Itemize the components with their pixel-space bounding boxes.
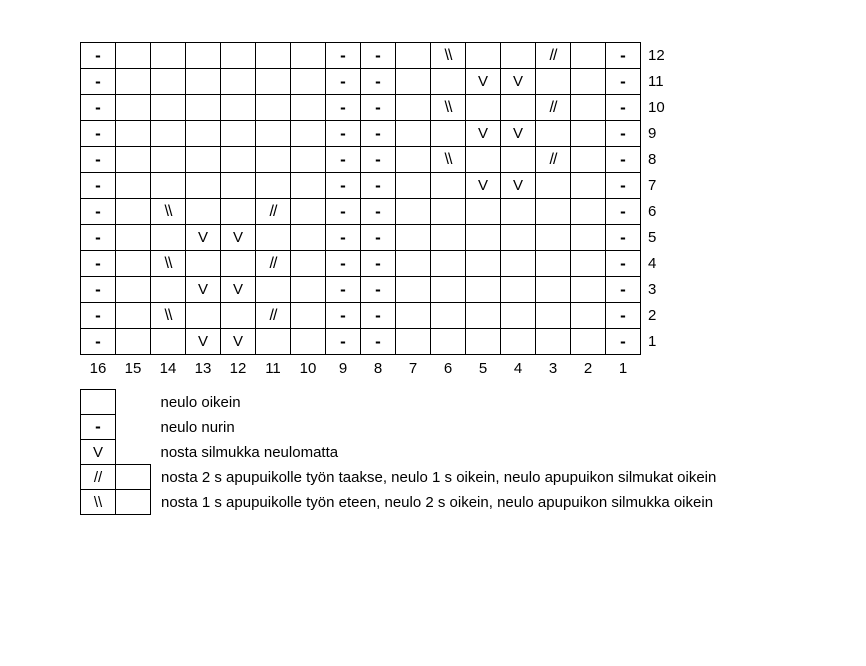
column-number: 14: [159, 359, 177, 377]
chart-cell: [291, 329, 326, 355]
chart-cell: [221, 251, 256, 277]
chart-cell: [466, 225, 501, 251]
column-number: 5: [478, 359, 488, 377]
chart-cell: [431, 251, 466, 277]
chart-cell: -: [361, 251, 396, 277]
chart-cell: [466, 277, 501, 303]
chart-cell: [291, 225, 326, 251]
chart-cell: -: [361, 277, 396, 303]
chart-cell: [431, 329, 466, 355]
chart-cell: \\: [151, 199, 186, 225]
chart-cell: //: [536, 147, 571, 173]
chart-cell: [151, 121, 186, 147]
chart-cell: [291, 303, 326, 329]
table-row: [81, 225, 675, 251]
table-row: [81, 95, 675, 121]
chart-cell: -: [326, 251, 361, 277]
chart-cell: -: [606, 69, 641, 95]
chart-cell: [186, 173, 221, 199]
chart-cell: [536, 329, 571, 355]
chart-cell: V: [501, 173, 536, 199]
table-row: [81, 173, 675, 199]
chart-cell: [256, 173, 291, 199]
chart-cell: -: [606, 251, 641, 277]
table-row: [81, 199, 675, 225]
legend-key-cable-front-2: [116, 490, 151, 515]
row-number: 1: [648, 333, 657, 350]
chart-cell: [396, 277, 431, 303]
chart-cell: V: [186, 277, 221, 303]
chart-cell: -: [361, 147, 396, 173]
chart-cell: [396, 251, 431, 277]
table-row: [81, 277, 675, 303]
chart-cell: [151, 95, 186, 121]
chart-cell: [466, 199, 501, 225]
chart-cell: -: [361, 225, 396, 251]
chart-cell: [116, 225, 151, 251]
legend: [80, 389, 717, 515]
chart-cell: -: [81, 95, 116, 121]
legend-key-knit: [81, 390, 116, 415]
chart-cell: V: [466, 69, 501, 95]
chart-cell: -: [361, 121, 396, 147]
chart-cell: -: [361, 173, 396, 199]
chart-cell: V: [466, 121, 501, 147]
table-row: [81, 43, 675, 69]
column-number: 6: [443, 359, 453, 377]
chart-cell: -: [606, 329, 641, 355]
legend-label: nosta 1 s apupuikolle työn eteen, neulo 2 s oikein, neulo apupuikon silmukka oikein: [161, 493, 714, 511]
chart-cell: [501, 303, 536, 329]
row-number: 6: [648, 203, 657, 220]
chart-cell: -: [81, 69, 116, 95]
row-number: 8: [648, 151, 657, 168]
chart-cell: [221, 121, 256, 147]
chart-cell: -: [326, 173, 361, 199]
row-number: 9: [648, 125, 657, 142]
chart-cell: -: [606, 303, 641, 329]
table-row: [81, 121, 675, 147]
chart-cell: [536, 199, 571, 225]
chart-cell: V: [221, 277, 256, 303]
legend-label: neulo oikein: [160, 393, 241, 411]
chart-cell: [466, 147, 501, 173]
chart-cell: [396, 121, 431, 147]
chart-cell: [536, 173, 571, 199]
legend-label: neulo nurin: [160, 418, 235, 436]
legend-label: nosta 2 s apupuikolle työn taakse, neulo 1 s oikein, neulo apupuikon silmukat oikein: [161, 468, 717, 486]
chart-cell: [291, 199, 326, 225]
chart-cell: [291, 147, 326, 173]
chart-cell: [221, 69, 256, 95]
legend-key-slip: V: [81, 440, 116, 465]
row-number: 10: [648, 99, 665, 116]
chart-cell: [291, 121, 326, 147]
chart-cell: [221, 303, 256, 329]
chart-cell: [571, 95, 606, 121]
legend-key-cable-back-2: [116, 465, 151, 490]
chart-cell: [501, 277, 536, 303]
chart-cell: [431, 277, 466, 303]
chart-cell: [221, 199, 256, 225]
chart-cell: [431, 69, 466, 95]
chart-cell: [501, 225, 536, 251]
chart-cell: [501, 147, 536, 173]
column-number: 13: [194, 359, 212, 377]
chart-cell: -: [326, 329, 361, 355]
chart-rows: [81, 43, 675, 382]
chart-cell: [291, 95, 326, 121]
column-number-spacer: [641, 355, 675, 382]
chart-cell: [571, 329, 606, 355]
chart-cell: -: [361, 69, 396, 95]
chart-cell: [291, 251, 326, 277]
list-item: [81, 465, 717, 490]
chart-cell: [431, 121, 466, 147]
chart-cell: [151, 277, 186, 303]
row-number: 12: [648, 47, 665, 64]
table-row: [81, 251, 675, 277]
row-number: 3: [648, 281, 657, 298]
legend-key-purl: -: [81, 415, 116, 440]
chart-cell: -: [81, 43, 116, 69]
legend-key-spacer: [116, 415, 151, 440]
chart-cell: [431, 199, 466, 225]
chart-cell: [151, 225, 186, 251]
chart-cell: [396, 69, 431, 95]
chart-cell: [116, 95, 151, 121]
chart-cell: [116, 121, 151, 147]
column-number: 1: [618, 359, 628, 377]
column-number: 10: [299, 359, 317, 377]
chart-cell: [186, 251, 221, 277]
chart-cell: -: [606, 225, 641, 251]
chart-cell: [116, 173, 151, 199]
legend-label: nosta silmukka neulomatta: [160, 443, 339, 461]
legend-key-cable-front: \\: [81, 490, 116, 515]
chart-cell: [116, 199, 151, 225]
chart-cell: -: [81, 329, 116, 355]
chart-cell: [501, 43, 536, 69]
chart-cell: [466, 303, 501, 329]
column-number: 11: [265, 359, 281, 377]
column-number: 2: [583, 359, 593, 377]
table-row: [81, 147, 675, 173]
column-number: 4: [513, 359, 523, 377]
chart-cell: [431, 173, 466, 199]
column-number: 15: [124, 359, 142, 377]
chart-cell: -: [606, 121, 641, 147]
chart-cell: V: [501, 121, 536, 147]
chart-cell: [221, 43, 256, 69]
row-number: 7: [648, 177, 657, 194]
chart-cell: [571, 147, 606, 173]
chart-cell: [116, 147, 151, 173]
chart-cell: [151, 147, 186, 173]
chart-cell: -: [326, 147, 361, 173]
row-number: 4: [648, 255, 657, 272]
chart-cell: [466, 329, 501, 355]
row-number: 5: [648, 229, 657, 246]
chart-cell: [571, 225, 606, 251]
chart-cell: V: [501, 69, 536, 95]
chart-cell: [501, 329, 536, 355]
chart-cell: [571, 303, 606, 329]
chart-cell: [536, 303, 571, 329]
chart-cell: [291, 277, 326, 303]
chart-cell: [571, 251, 606, 277]
chart-cell: //: [256, 251, 291, 277]
chart-cell: [221, 95, 256, 121]
table-row: [81, 303, 675, 329]
chart-cell: [186, 121, 221, 147]
chart-cell: V: [221, 225, 256, 251]
chart-cell: //: [256, 199, 291, 225]
chart-cell: \\: [431, 95, 466, 121]
chart-cell: [116, 43, 151, 69]
column-number: 7: [408, 359, 418, 377]
chart-cell: V: [221, 329, 256, 355]
chart-cell: [116, 303, 151, 329]
chart-cell: -: [81, 199, 116, 225]
chart-cell: [571, 121, 606, 147]
chart-cell: -: [81, 147, 116, 173]
chart-cell: -: [606, 43, 641, 69]
knitting-chart: [80, 42, 675, 381]
chart-cell: -: [606, 199, 641, 225]
chart-cell: \\: [151, 303, 186, 329]
chart-cell: [221, 147, 256, 173]
chart-cell: [536, 277, 571, 303]
chart-cell: [116, 329, 151, 355]
chart-cell: -: [326, 303, 361, 329]
chart-cell: V: [186, 225, 221, 251]
column-number: 12: [229, 359, 247, 377]
chart-cell: [571, 69, 606, 95]
chart-cell: [221, 173, 256, 199]
chart-cell: [116, 251, 151, 277]
chart-cell: -: [81, 251, 116, 277]
chart-cell: -: [361, 95, 396, 121]
column-number: 9: [338, 359, 348, 377]
chart-cell: -: [361, 199, 396, 225]
chart-cell: [466, 251, 501, 277]
chart-cell: [186, 147, 221, 173]
chart-cell: [396, 95, 431, 121]
chart-grid: [80, 42, 675, 381]
column-number: 16: [89, 359, 107, 377]
chart-cell: [256, 225, 291, 251]
chart-cell: -: [326, 199, 361, 225]
list-item: [81, 490, 717, 515]
chart-cell: [186, 95, 221, 121]
chart-cell: [571, 277, 606, 303]
chart-cell: [256, 329, 291, 355]
chart-cell: -: [606, 147, 641, 173]
list-item: [81, 440, 717, 465]
chart-cell: -: [326, 225, 361, 251]
table-row: [81, 69, 675, 95]
chart-cell: [186, 69, 221, 95]
chart-cell: [116, 277, 151, 303]
chart-cell: [466, 95, 501, 121]
chart-cell: //: [536, 43, 571, 69]
chart-cell: -: [606, 173, 641, 199]
list-item: [81, 415, 717, 440]
chart-cell: [466, 43, 501, 69]
chart-cell: V: [466, 173, 501, 199]
chart-cell: [501, 199, 536, 225]
chart-cell: [396, 43, 431, 69]
chart-cell: //: [256, 303, 291, 329]
list-item: [81, 390, 717, 415]
chart-cell: -: [326, 95, 361, 121]
column-number: 3: [548, 359, 558, 377]
chart-cell: [151, 43, 186, 69]
chart-cell: -: [81, 225, 116, 251]
chart-cell: [396, 173, 431, 199]
chart-cell: [256, 69, 291, 95]
chart-cell: -: [81, 173, 116, 199]
legend-key-cable-back: //: [81, 465, 116, 490]
chart-cell: -: [361, 43, 396, 69]
table-row: [81, 329, 675, 355]
chart-cell: [536, 121, 571, 147]
chart-cell: [431, 303, 466, 329]
chart-cell: [291, 69, 326, 95]
chart-cell: \\: [431, 43, 466, 69]
legend-key-spacer: [116, 390, 151, 415]
chart-cell: //: [536, 95, 571, 121]
chart-cell: [256, 121, 291, 147]
chart-cell: [256, 277, 291, 303]
column-number: 8: [373, 359, 383, 377]
chart-cell: [186, 303, 221, 329]
chart-cell: [501, 251, 536, 277]
chart-cell: [571, 43, 606, 69]
chart-cell: [151, 329, 186, 355]
chart-cell: -: [361, 303, 396, 329]
chart-cell: [116, 69, 151, 95]
chart-cell: [396, 225, 431, 251]
chart-cell: [396, 147, 431, 173]
legend-key-spacer: [116, 440, 151, 465]
chart-cell: [501, 95, 536, 121]
chart-cell: [256, 43, 291, 69]
chart-cell: [396, 329, 431, 355]
chart-cell: [291, 173, 326, 199]
chart-cell: \\: [151, 251, 186, 277]
chart-cell: [186, 43, 221, 69]
chart-cell: [536, 251, 571, 277]
chart-cell: -: [81, 303, 116, 329]
chart-cell: \\: [431, 147, 466, 173]
chart-cell: -: [606, 95, 641, 121]
chart-cell: [186, 199, 221, 225]
chart-cell: -: [361, 329, 396, 355]
chart-cell: V: [186, 329, 221, 355]
chart-cell: [571, 173, 606, 199]
row-number: 2: [648, 307, 657, 324]
column-number-row: [81, 355, 675, 382]
chart-cell: -: [326, 43, 361, 69]
chart-cell: [151, 173, 186, 199]
chart-cell: [536, 225, 571, 251]
chart-cell: [396, 199, 431, 225]
chart-cell: [151, 69, 186, 95]
chart-cell: -: [326, 277, 361, 303]
chart-cell: [571, 199, 606, 225]
chart-cell: [431, 225, 466, 251]
chart-cell: [291, 43, 326, 69]
chart-cell: -: [606, 277, 641, 303]
chart-cell: -: [81, 277, 116, 303]
row-number: 11: [648, 73, 664, 90]
chart-cell: [536, 69, 571, 95]
legend-table: [80, 389, 717, 515]
chart-cell: [396, 303, 431, 329]
chart-cell: [256, 147, 291, 173]
chart-cell: [256, 95, 291, 121]
chart-cell: -: [326, 69, 361, 95]
chart-cell: -: [326, 121, 361, 147]
chart-cell: -: [81, 121, 116, 147]
